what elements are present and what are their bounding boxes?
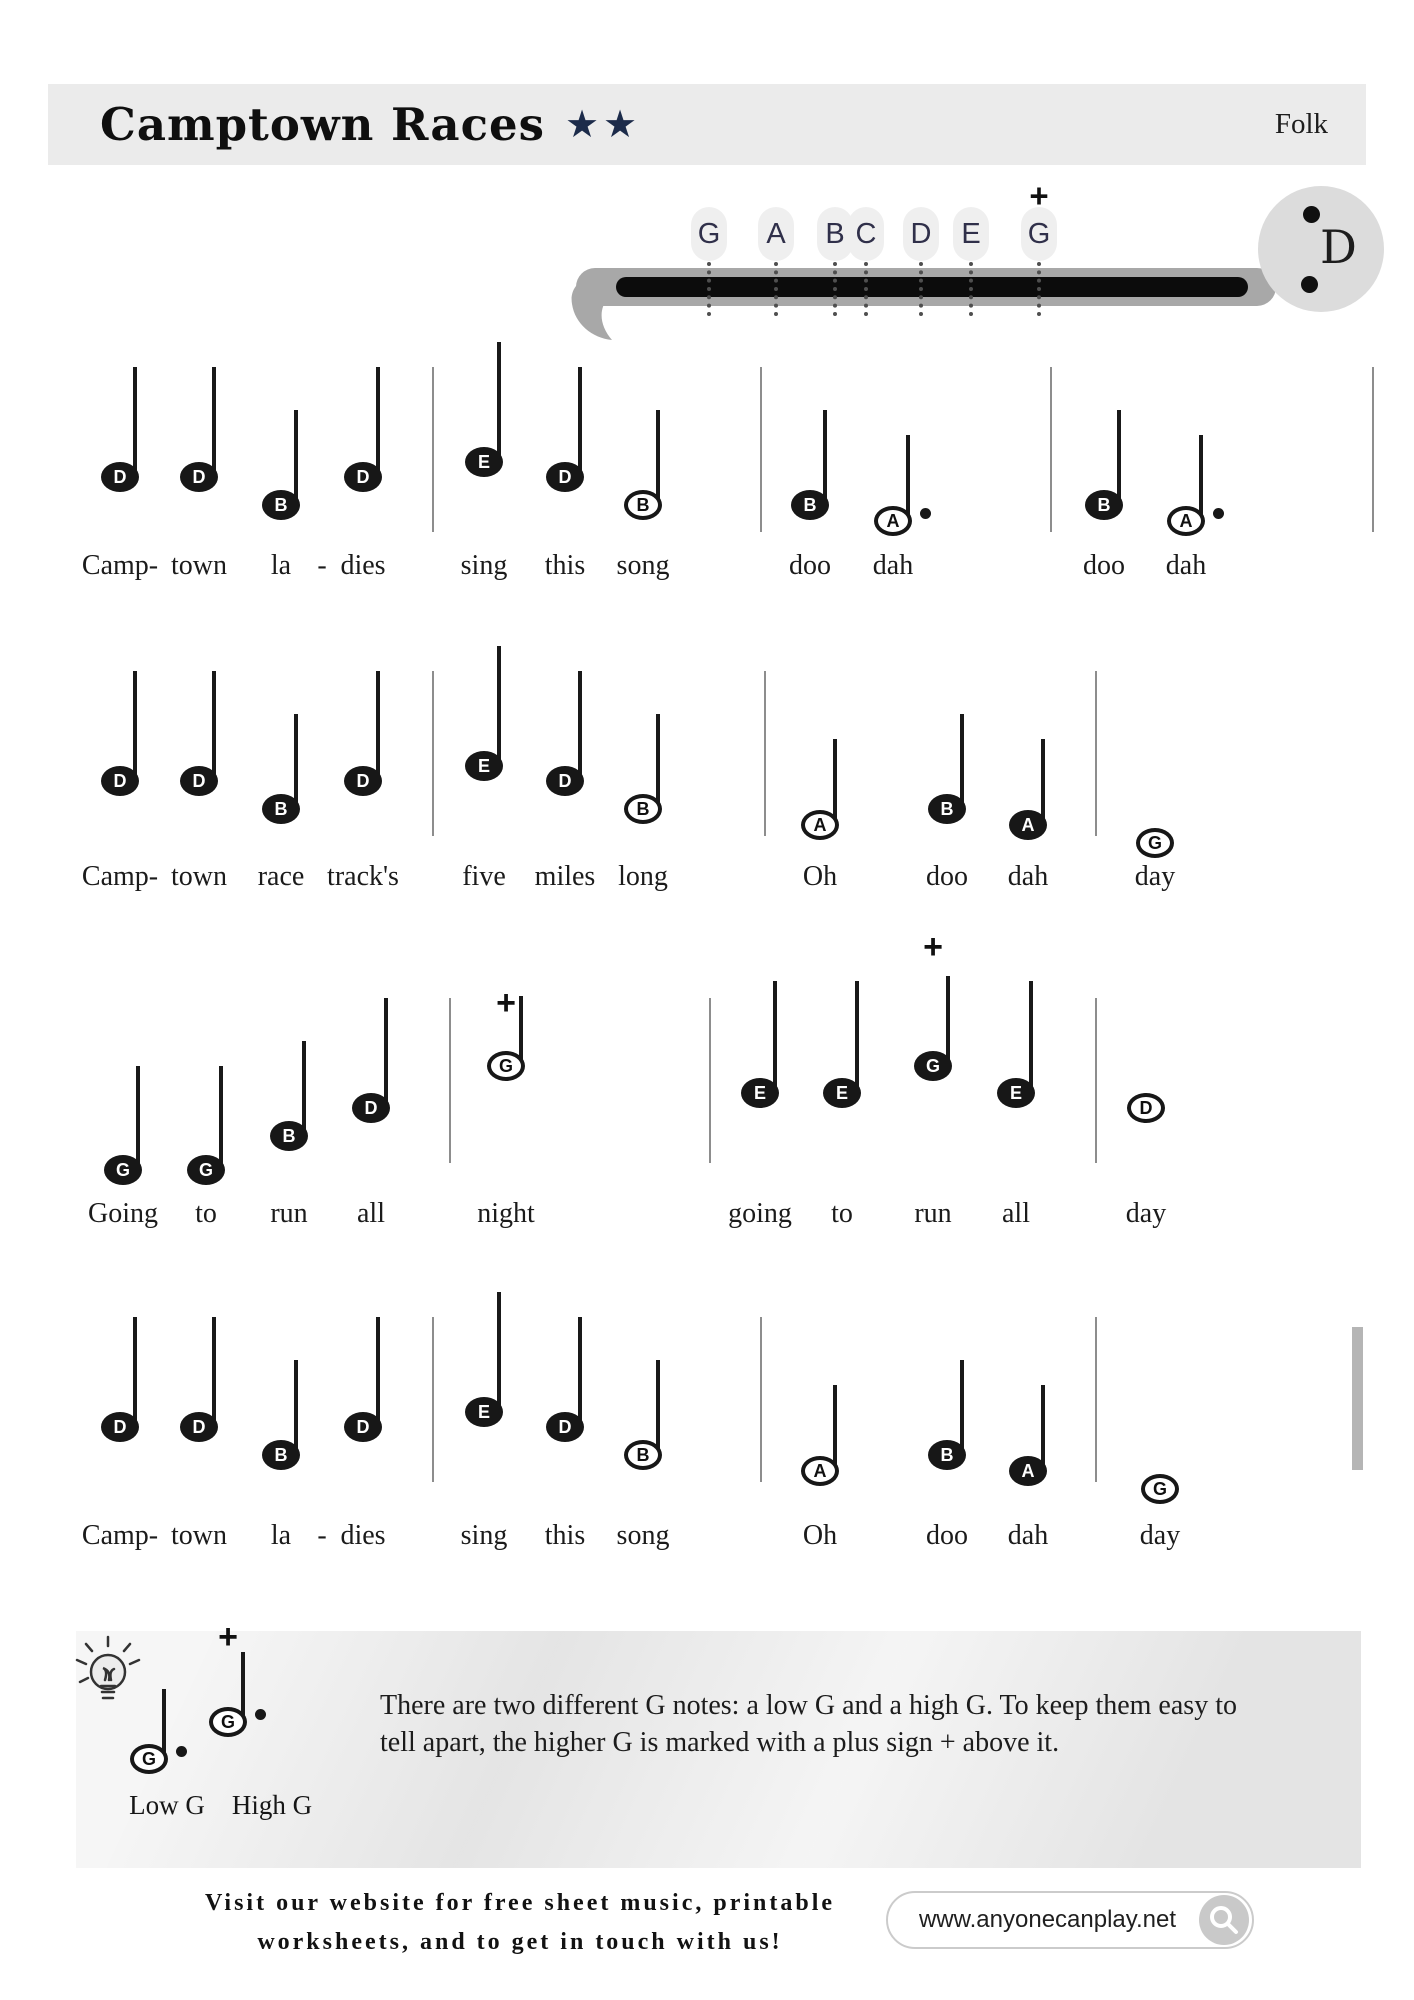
- lyric-word: going: [728, 1198, 792, 1229]
- note-stem: [855, 981, 859, 1087]
- dotted-note-dot: [1213, 508, 1224, 519]
- whistle-end-dot-bottom: [1301, 276, 1318, 293]
- whistle-hole-line: [833, 262, 837, 316]
- note-stem: [578, 1317, 582, 1421]
- lyric-word: run: [914, 1198, 952, 1229]
- lyric-word: Camp-: [81, 550, 159, 581]
- note-stem: [1041, 1385, 1045, 1465]
- note-stem: [773, 981, 777, 1087]
- whistle-hole-line: [864, 262, 868, 316]
- note-stem: [578, 367, 582, 471]
- lyric-word: long: [618, 861, 668, 892]
- note-stem: [133, 367, 137, 471]
- dotted-note-dot: [920, 508, 931, 519]
- barline: [1050, 367, 1052, 532]
- lyric-word: doo: [926, 1520, 968, 1551]
- lyric-word: doo: [926, 861, 968, 892]
- lyric-word: dah: [872, 550, 914, 581]
- notehead-A: A: [874, 506, 912, 536]
- note-stem: [302, 1041, 306, 1130]
- note-stem: [376, 671, 380, 775]
- high-note-plus: +: [496, 984, 516, 1022]
- notehead-D: D: [180, 1412, 218, 1442]
- lyric-word: dies: [340, 1520, 386, 1551]
- note-stem: [906, 435, 910, 515]
- note-stem: [294, 410, 298, 499]
- footer-message-line1: Visit our website for free sheet music, printable: [204, 1890, 836, 1916]
- notehead-G: G: [914, 1051, 952, 1081]
- note-stem: [136, 1066, 140, 1164]
- notehead-D: D: [344, 462, 382, 492]
- notehead-D: D: [344, 1412, 382, 1442]
- lyric-word: sing: [460, 550, 508, 581]
- whistle-letter-C: C: [848, 207, 884, 261]
- whistle-hole-line: [1037, 262, 1041, 316]
- notehead-B: B: [928, 794, 966, 824]
- lyric-word: song: [616, 550, 670, 581]
- notehead-D: D: [101, 766, 139, 796]
- note-stem: [960, 714, 964, 803]
- lyric-word: five: [462, 861, 506, 892]
- lyric-word: this: [544, 550, 586, 581]
- lyric-word: dah: [1165, 550, 1207, 581]
- notehead-E: E: [741, 1078, 779, 1108]
- note-stem: [384, 998, 388, 1102]
- lyric-word: dah: [1007, 1520, 1049, 1551]
- note-stem: [497, 646, 501, 760]
- barline: [1095, 1317, 1097, 1482]
- high-note-plus: +: [218, 1618, 238, 1656]
- lyric-word: race: [257, 861, 305, 892]
- notehead-B: B: [262, 1440, 300, 1470]
- end-barline: [1352, 1327, 1363, 1470]
- difficulty-stars: ★★: [564, 104, 642, 146]
- lyric-word: la: [270, 1520, 292, 1551]
- notehead-D: D: [1127, 1093, 1165, 1123]
- barline: [709, 998, 711, 1163]
- note-stem: [497, 342, 501, 456]
- note-stem: [294, 1360, 298, 1449]
- note-stem: [1199, 435, 1203, 515]
- whistle-hole-line: [707, 262, 711, 316]
- lyric-word: day: [1139, 1520, 1181, 1551]
- barline: [760, 1317, 762, 1482]
- genre-label: Folk: [1274, 108, 1328, 140]
- notehead-G: G: [209, 1707, 247, 1737]
- whistle-letter-D: D: [903, 207, 939, 261]
- tip-text-line2: tell apart, the higher G is marked with a plus sign + above it.: [380, 1727, 1060, 1758]
- note-stem: [133, 671, 137, 775]
- notehead-D: D: [546, 1412, 584, 1442]
- note-stem: [241, 1652, 245, 1716]
- notehead-E: E: [465, 1397, 503, 1427]
- lyric-word: all: [357, 1198, 385, 1229]
- header-band: [48, 84, 1366, 165]
- barline: [449, 998, 451, 1163]
- website-url[interactable]: www.anyonecanplay.net: [918, 1906, 1177, 1933]
- lyric-word: this: [544, 1520, 586, 1551]
- lyric-word: run: [270, 1198, 308, 1229]
- lyric-word: town: [171, 550, 227, 581]
- footer-message: [150, 1884, 890, 1962]
- notehead-E: E: [465, 751, 503, 781]
- notehead-G: G: [187, 1155, 225, 1185]
- note-stem: [656, 410, 660, 499]
- barline: [432, 367, 434, 532]
- lyric-word: Camp-: [81, 861, 159, 892]
- notehead-B: B: [624, 490, 662, 520]
- lyric-word: -: [317, 550, 327, 581]
- lyric-word: day: [1134, 861, 1176, 892]
- note-stem: [578, 671, 582, 775]
- notehead-D: D: [352, 1093, 390, 1123]
- note-stem: [376, 367, 380, 471]
- lyric-word: sing: [460, 1520, 508, 1551]
- note-stem: [294, 714, 298, 803]
- notehead-D: D: [546, 462, 584, 492]
- note-stem: [212, 1317, 216, 1421]
- notehead-B: B: [928, 1440, 966, 1470]
- barline: [432, 671, 434, 836]
- footer-message-line2: worksheets, and to get in touch with us!: [257, 1929, 783, 1955]
- high-g-label: High G: [231, 1790, 313, 1820]
- notehead-E: E: [823, 1078, 861, 1108]
- website-search-pill[interactable]: [886, 1891, 1254, 1949]
- notehead-A: A: [1167, 506, 1205, 536]
- whistle-letter-A: A: [758, 207, 794, 261]
- note-stem: [656, 714, 660, 803]
- page-title: Camptown Races: [100, 98, 545, 151]
- notehead-A: A: [1009, 810, 1047, 840]
- note-stem: [376, 1317, 380, 1421]
- notehead-D: D: [101, 1412, 139, 1442]
- high-g-plus: +: [1029, 177, 1049, 214]
- notehead-G: G: [1136, 828, 1174, 858]
- notehead-D: D: [344, 766, 382, 796]
- note-stem: [833, 739, 837, 819]
- whistle-key-label: D: [1320, 220, 1357, 274]
- barline: [1372, 367, 1374, 532]
- notehead-B: B: [262, 490, 300, 520]
- search-icon: [1199, 1895, 1249, 1945]
- dotted-note-dot: [255, 1709, 266, 1720]
- lyric-word: -: [317, 1520, 327, 1551]
- note-stem: [823, 410, 827, 499]
- dotted-note-dot: [176, 1746, 187, 1757]
- notehead-D: D: [546, 766, 584, 796]
- lyric-word: Oh: [802, 1520, 838, 1551]
- whistle-letter-B: B: [817, 207, 853, 261]
- notehead-B: B: [791, 490, 829, 520]
- high-note-plus: +: [923, 928, 943, 966]
- notehead-D: D: [180, 462, 218, 492]
- lyric-word: town: [171, 1520, 227, 1551]
- notehead-B: B: [624, 794, 662, 824]
- note-stem: [960, 1360, 964, 1449]
- whistle-hole-line: [969, 262, 973, 316]
- whistle-hole-line: [774, 262, 778, 316]
- barline: [760, 367, 762, 532]
- note-stem: [162, 1689, 166, 1753]
- note-stem: [212, 367, 216, 471]
- lyric-word: miles: [534, 861, 596, 892]
- whistle-hole-line: [919, 262, 923, 316]
- lyric-word: track's: [327, 861, 399, 892]
- notehead-G: G: [487, 1051, 525, 1081]
- barline: [1095, 671, 1097, 836]
- notehead-B: B: [624, 1440, 662, 1470]
- lyric-word: doo: [1083, 550, 1125, 581]
- lyric-word: Going: [88, 1198, 158, 1229]
- lyric-word: town: [171, 861, 227, 892]
- note-stem: [212, 671, 216, 775]
- tip-text-line1: There are two different G notes: a low G and a high G. To keep them easy to: [380, 1690, 1237, 1721]
- lyric-word: dah: [1007, 861, 1049, 892]
- notehead-G: G: [130, 1744, 168, 1774]
- note-stem: [497, 1292, 501, 1406]
- lyric-word: day: [1125, 1198, 1167, 1229]
- notehead-D: D: [180, 766, 218, 796]
- lyric-word: to: [195, 1198, 217, 1229]
- notehead-E: E: [997, 1078, 1035, 1108]
- barline: [432, 1317, 434, 1482]
- lyric-word: Camp-: [81, 1520, 159, 1551]
- whistle-letter-G: G: [691, 207, 727, 261]
- lyric-word: to: [831, 1198, 853, 1229]
- notehead-A: A: [801, 810, 839, 840]
- whistle-letter-E: E: [953, 207, 989, 261]
- notehead-G: G: [104, 1155, 142, 1185]
- note-stem: [133, 1317, 137, 1421]
- note-stem: [1041, 739, 1045, 819]
- notehead-E: E: [465, 447, 503, 477]
- notehead-D: D: [101, 462, 139, 492]
- note-stem: [833, 1385, 837, 1465]
- whistle-letter-G: G: [1021, 207, 1057, 261]
- lyric-word: doo: [789, 550, 831, 581]
- note-stem: [1029, 981, 1033, 1087]
- note-stem: [219, 1066, 223, 1164]
- notehead-A: A: [1009, 1456, 1047, 1486]
- lyric-word: la: [270, 550, 292, 581]
- lyric-word: all: [1002, 1198, 1030, 1229]
- barline: [764, 671, 766, 836]
- lyric-word: dies: [340, 550, 386, 581]
- lyric-word: Oh: [802, 861, 838, 892]
- low-g-label: Low G: [129, 1790, 205, 1820]
- notehead-B: B: [1085, 490, 1123, 520]
- note-stem: [656, 1360, 660, 1449]
- barline: [1095, 998, 1097, 1163]
- lyric-word: song: [616, 1520, 670, 1551]
- notehead-B: B: [262, 794, 300, 824]
- note-stem: [946, 976, 950, 1060]
- note-stem: [1117, 410, 1121, 499]
- whistle-end-dot-top: [1303, 206, 1320, 223]
- notehead-A: A: [801, 1456, 839, 1486]
- lyric-word: night: [477, 1198, 535, 1229]
- lightbulb-icon: [68, 1634, 146, 1714]
- notehead-B: B: [270, 1121, 308, 1151]
- notehead-G: G: [1141, 1474, 1179, 1504]
